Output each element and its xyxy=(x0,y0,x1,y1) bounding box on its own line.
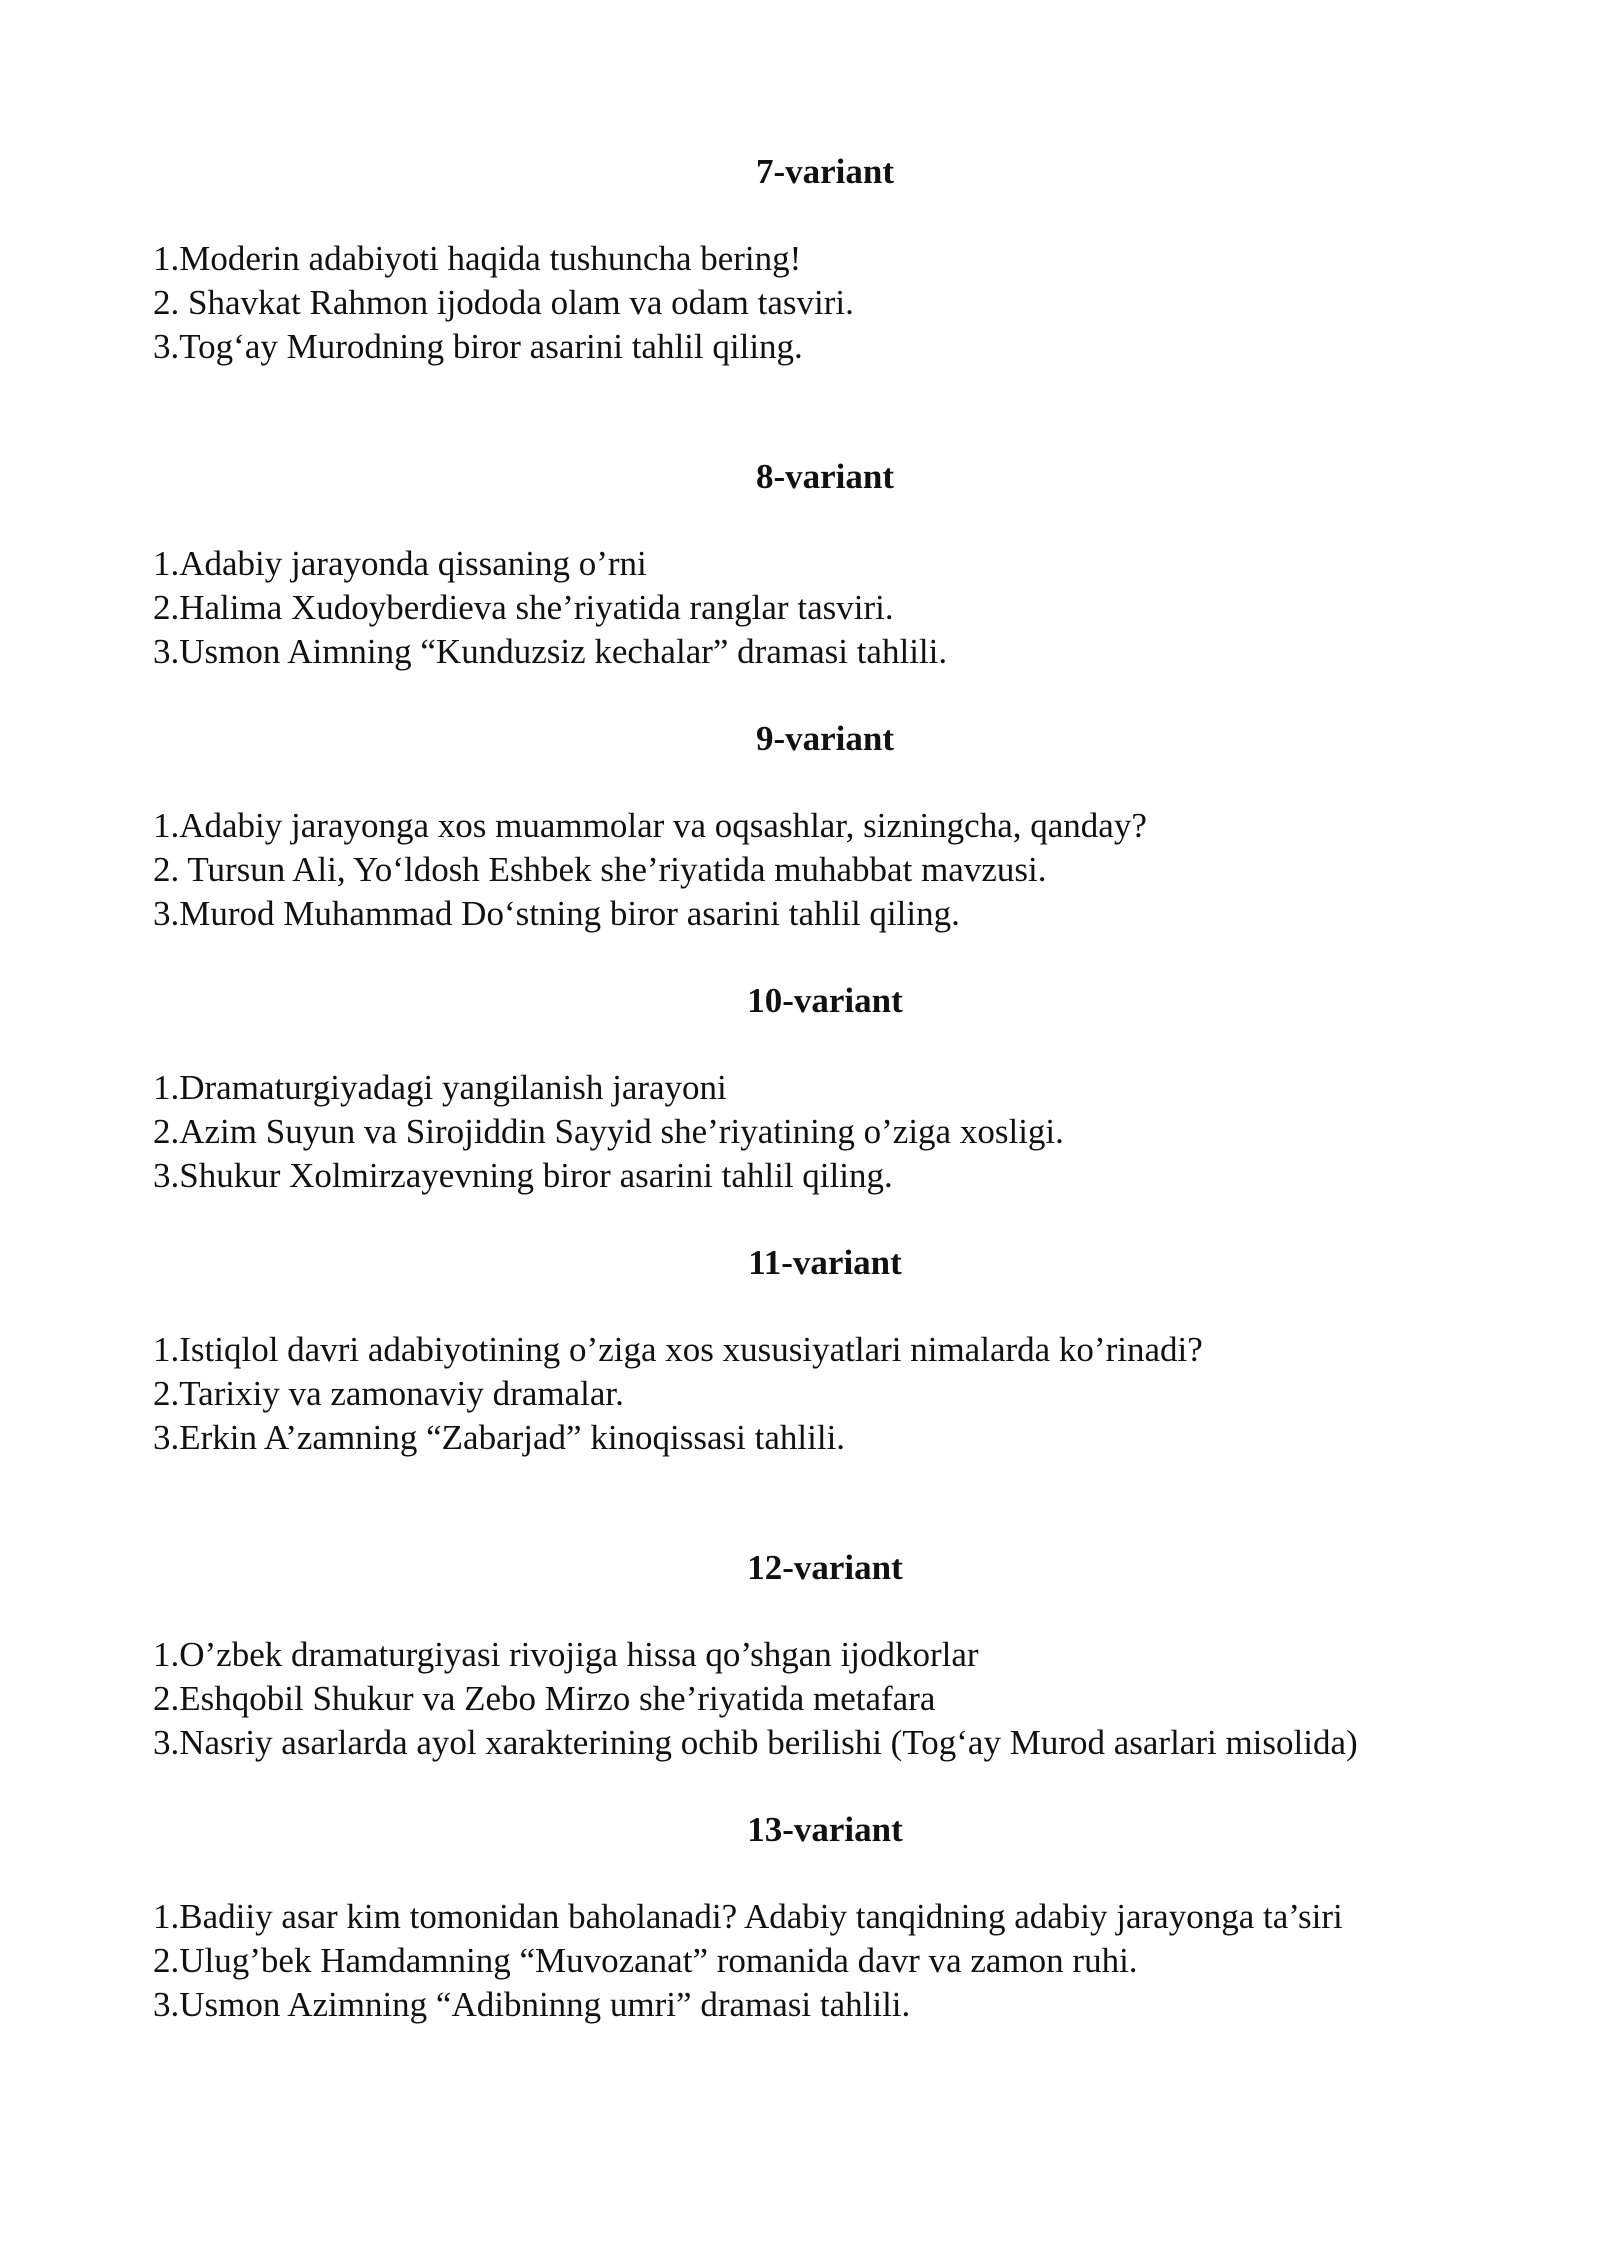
question-2: 2.Eshqobil Shukur va Zebo Mirzo she’riyatida metafara xyxy=(153,1679,936,1718)
question-3: 3.Usmon Aimning “Kunduzsiz kechalar” dramasi tahlili. xyxy=(153,632,948,671)
question-3: 3.Tog‘ay Murodning biror asarini tahlil qiling. xyxy=(153,327,803,366)
variant-title: 10-variant xyxy=(747,981,903,1020)
variant-title: 11-variant xyxy=(748,1243,902,1282)
variant-title: 9-variant xyxy=(755,719,895,758)
question-3: 3.Erkin A’zamning “Zabarjad” kinoqissasi tahlili. xyxy=(153,1418,846,1457)
question-2: 2.Tarixiy va zamonaviy dramalar. xyxy=(153,1374,624,1413)
question-2: 2.Ulug’bek Hamdamning “Muvozanat” romanida davr va zamon ruhi. xyxy=(153,1941,1138,1980)
question-1: 1.O’zbek dramaturgiyasi rivojiga hissa qo’shgan ijodkorlar xyxy=(153,1635,979,1674)
question-2: 2.Azim Suyun va Sirojiddin Sayyid she’riyatining o’ziga xosligi. xyxy=(153,1112,1064,1151)
question-1: 1.Moderin adabiyoti haqida tushuncha bering! xyxy=(153,239,802,278)
question-3: 3.Nasriy asarlarda ayol xarakterining ochib berilishi (Tog‘ay Murod asarlari misolida) xyxy=(153,1723,1358,1762)
question-1: 1.Badiiy asar kim tomonidan baholanadi? Adabiy tanqidning adabiy jarayonga ta’siri xyxy=(153,1897,1343,1936)
question-3: 3.Murod Muhammad Do‘stning biror asarini tahlil qiling. xyxy=(153,894,960,933)
question-2: 2. Tursun Ali, Yo‘ldosh Eshbek she’riyatida muhabbat mavzusi. xyxy=(153,850,1047,889)
question-2: 2. Shavkat Rahmon ijododa olam va odam tasviri. xyxy=(153,283,854,322)
variant-title: 8-variant xyxy=(755,457,895,496)
variant-title: 7-variant xyxy=(755,152,895,191)
question-3: 3.Shukur Xolmirzayevning biror asarini tahlil qiling. xyxy=(153,1156,893,1195)
question-1: 1.Istiqlol davri adabiyotining o’ziga xos xususiyatlari nimalarda ko’rinadi? xyxy=(153,1330,1203,1369)
question-1: 1.Adabiy jarayonda qissaning o’rni xyxy=(153,544,647,583)
question-3: 3.Usmon Azimning “Adibninng umri” dramasi tahlili. xyxy=(153,1985,911,2024)
variant-title: 12-variant xyxy=(747,1548,903,1587)
question-1: 1.Adabiy jarayonga xos muammolar va oqsashlar, sizningcha, qanday? xyxy=(153,806,1147,845)
question-1: 1.Dramaturgiyadagi yangilanish jarayoni xyxy=(153,1068,727,1107)
question-2: 2.Halima Xudoyberdieva she’riyatida ranglar tasviri. xyxy=(153,588,894,627)
variant-title: 13-variant xyxy=(747,1810,903,1849)
